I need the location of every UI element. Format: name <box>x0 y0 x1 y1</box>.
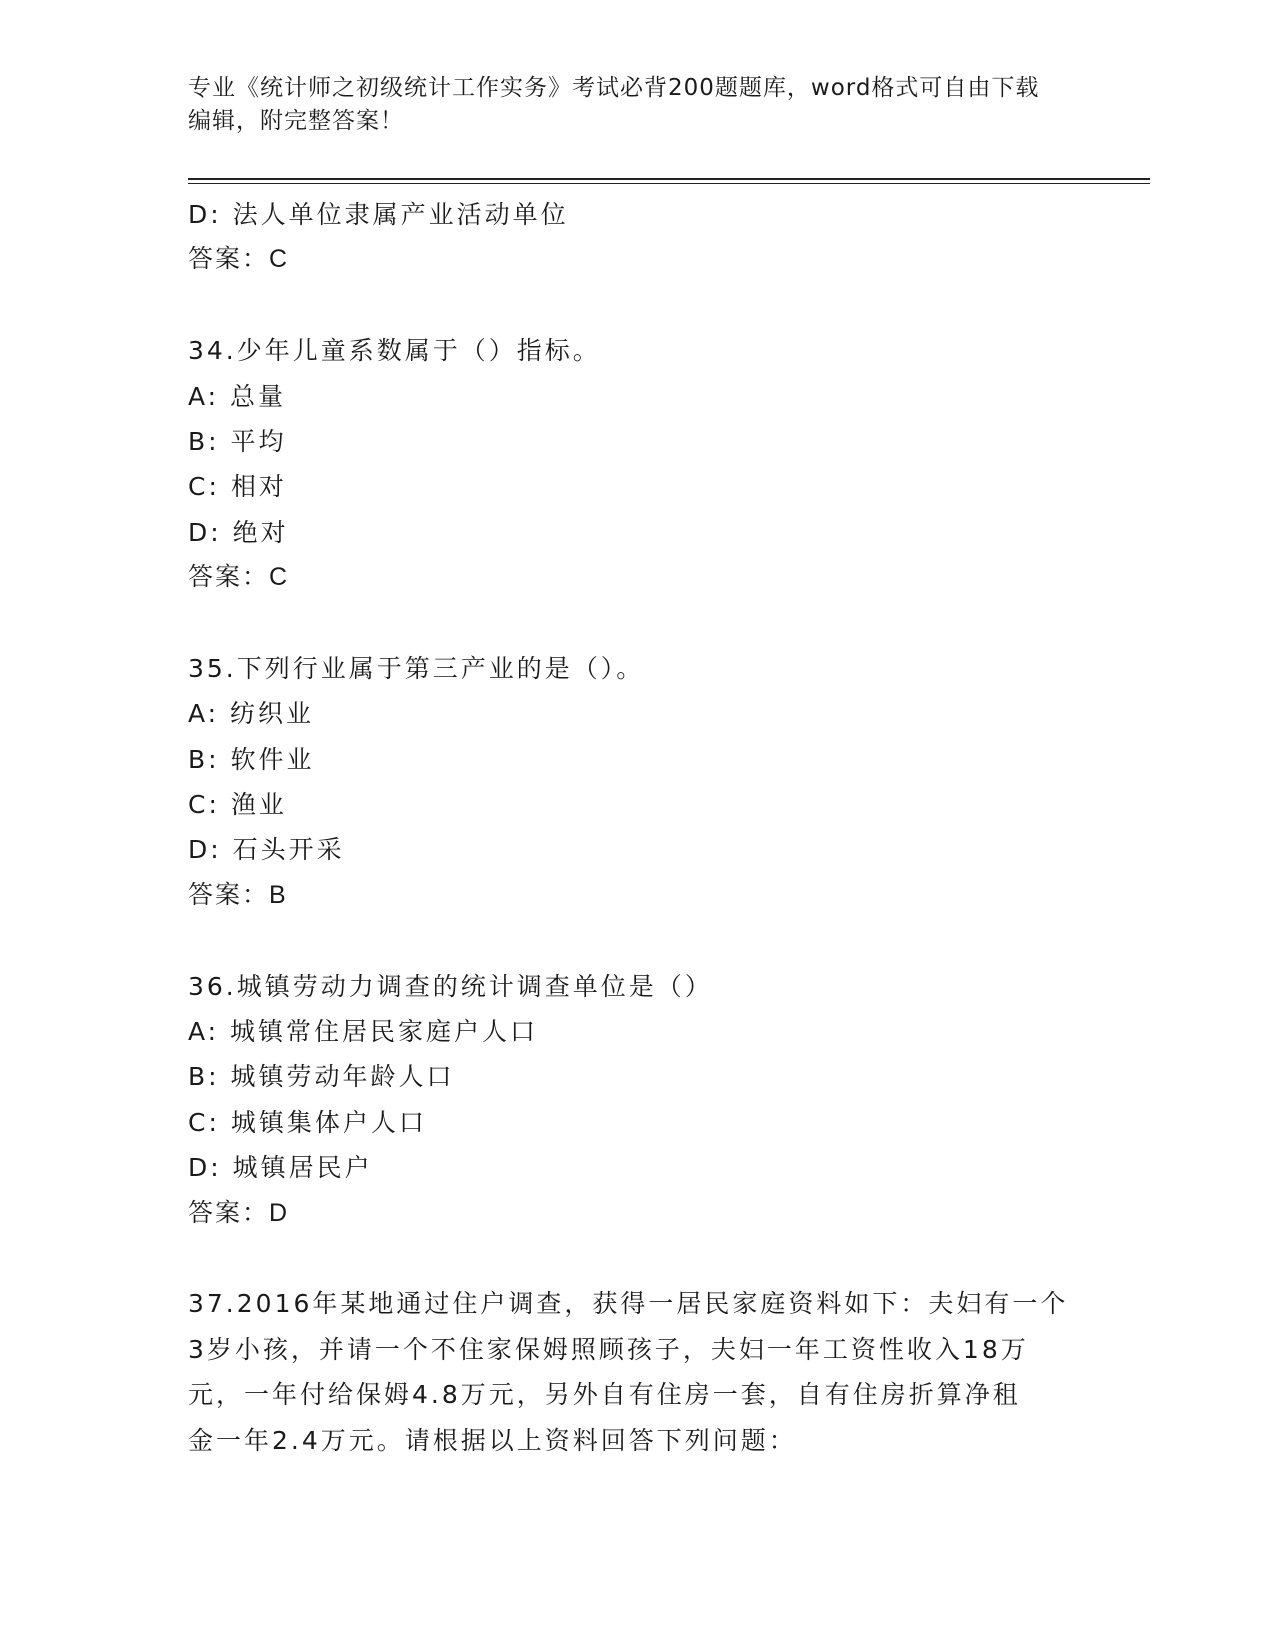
answer-line: 答案：C <box>188 563 290 592</box>
spacer <box>188 1236 1088 1281</box>
option-d: D: 绝对 <box>188 517 289 547</box>
question-36 <box>188 964 1088 1236</box>
answer-line: 答案：D <box>188 1198 290 1227</box>
answer-line: 答案：C <box>188 245 290 274</box>
question-list <box>188 192 1088 1463</box>
question-stem-line-2: 3岁小孩，并请一个不住家保姆照顾孩子，夫妇一年工资性收入18万 <box>188 1334 1029 1364</box>
option-a: A: 总量 <box>188 381 287 411</box>
question-stem-line-1: 37.2016年某地通过住户调查，获得一居民家庭资料如下：夫妇有一个 <box>188 1289 1069 1319</box>
question-stem: 34.少年儿童系数属于（）指标。 <box>188 336 601 366</box>
spacer <box>188 283 1088 328</box>
document-header <box>188 72 1088 138</box>
option-b: B: 平均 <box>188 426 287 456</box>
header-title-line-1: 专业《统计师之初级统计工作实务》考试必背200题题库，word格式可自由下载 <box>188 75 1040 101</box>
question-37 <box>188 1281 1088 1463</box>
question-35 <box>188 646 1088 918</box>
option-a: A: 城镇常住居民家庭户人口 <box>188 1017 539 1047</box>
option-d: D: 石头开采 <box>188 835 345 865</box>
spacer <box>188 601 1088 646</box>
question-stem-line-3: 元，一年付给保姆4.8万元，另外自有住房一套，自有住房折算净租 <box>188 1380 1021 1410</box>
option-d: D: 法人单位隶属产业活动单位 <box>188 200 569 229</box>
option-b: B: 城镇劳动年龄人口 <box>188 1062 455 1092</box>
option-a: A: 纺织业 <box>188 699 315 729</box>
option-d: D: 城镇居民户 <box>188 1153 373 1183</box>
header-divider-thin <box>188 183 1150 184</box>
option-c: C: 渔业 <box>188 790 287 820</box>
option-c: C: 城镇集体户人口 <box>188 1107 427 1137</box>
header-divider-thick <box>188 178 1150 180</box>
option-b: B: 软件业 <box>188 744 315 774</box>
question-stem: 36.城镇劳动力调查的统计调查单位是（） <box>188 971 713 1001</box>
question-34 <box>188 328 1088 600</box>
question-33-tail <box>188 192 1088 283</box>
header-title-line-2: 编辑，附完整答案！ <box>188 108 404 134</box>
spacer <box>188 918 1088 963</box>
answer-line: 答案：B <box>188 880 288 909</box>
option-c: C: 相对 <box>188 472 287 502</box>
question-stem-line-4: 金一年2.4万元。请根据以上资料回答下列问题： <box>188 1425 797 1455</box>
question-stem: 35.下列行业属于第三产业的是（）。 <box>188 653 645 683</box>
